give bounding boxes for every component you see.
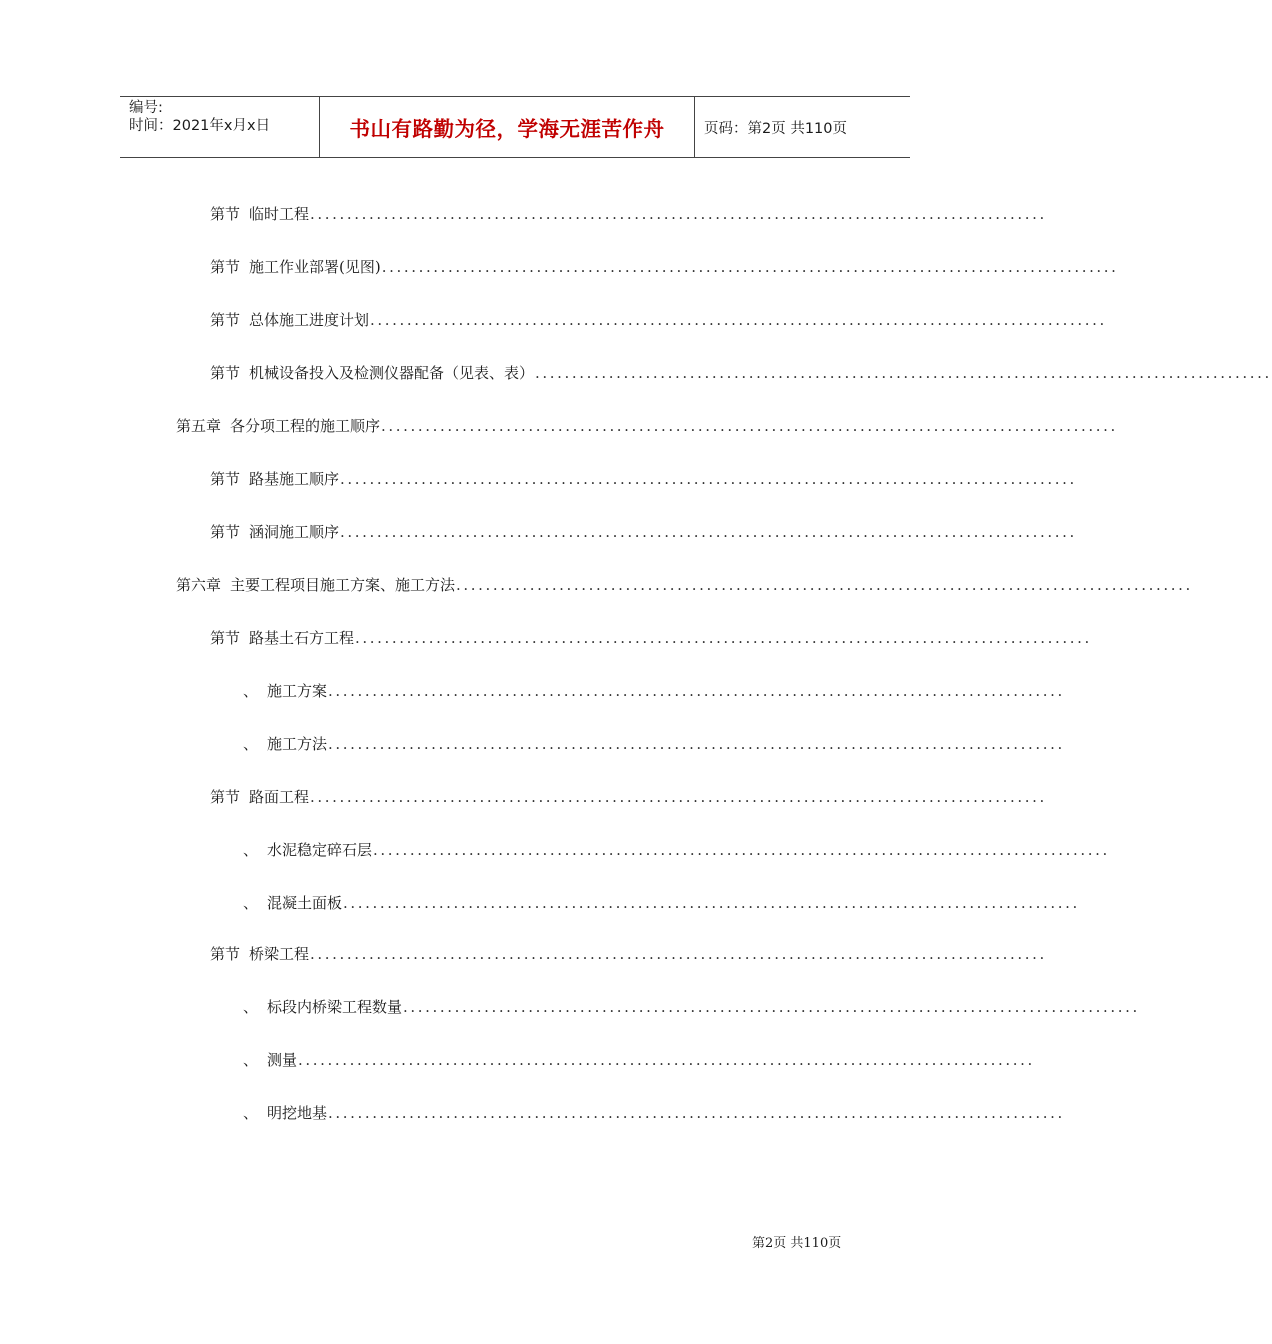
toc-leader-dots: .................................................................................................... [355,629,1092,647]
toc-entry-title: 主要工程项目施工方案、施工方法 [230,576,456,594]
toc-leader-dots: .................................................................................................... [370,311,1107,329]
toc-entry-number: 第节 [210,205,241,223]
toc-chapter[interactable] [176,574,1193,596]
toc-leader-dots: .................................................................................................... [340,470,1077,488]
toc-entry[interactable] [210,362,1272,384]
toc-entry-number: 、 [243,1104,259,1122]
toc-entry-title: 施工作业部署(见图) [249,258,381,276]
document-time: 时间：2021年x月x日 [129,118,271,134]
toc-leader-dots: .................................................................................................... [535,364,1272,382]
toc-subentry[interactable] [243,680,1065,702]
toc-entry[interactable] [210,256,1119,278]
toc-entry-title: 测量 [267,1051,298,1069]
toc-entry-title: 施工方法 [267,735,328,753]
toc-subentry[interactable] [243,996,1140,1018]
toc-entry[interactable] [210,943,1047,965]
toc-leader-dots: .................................................................................................... [373,841,1110,859]
toc-leader-dots: .................................................................................................... [310,205,1047,223]
toc-entry-number: 、 [243,894,259,912]
toc-entry-number: 、 [243,998,259,1016]
toc-entry[interactable] [210,627,1092,649]
toc-leader-dots: .................................................................................................... [381,417,1118,435]
toc-entry-title: 路基土石方工程 [249,629,355,647]
header-page-info: 页码：第2页 共110页 [704,120,848,137]
header-meta [120,97,320,157]
toc-entry[interactable] [210,309,1107,331]
page-header [120,96,910,158]
toc-leader-dots: .................................................................................................... [328,682,1065,700]
toc-entry-number: 第节 [210,788,241,806]
toc-entry[interactable] [210,468,1077,490]
toc-entry-title: 路面工程 [249,788,310,806]
toc-entry-title: 路基施工顺序 [249,470,340,488]
toc-entry-number: 第节 [210,629,241,647]
toc-entry[interactable] [210,203,1047,225]
toc-leader-dots: .................................................................................................... [298,1051,1035,1069]
document-number-label: 编号: [129,100,163,116]
toc-entry[interactable] [210,521,1077,543]
toc-entry-number: 第节 [210,470,241,488]
toc-subentry[interactable] [243,1049,1035,1071]
toc-entry-number: 、 [243,1051,259,1069]
toc-entry-title: 标段内桥梁工程数量 [267,998,403,1016]
toc-entry-title: 涵洞施工顺序 [249,523,340,541]
toc-entry-number: 第节 [210,364,241,382]
toc-leader-dots: .................................................................................................... [328,1104,1065,1122]
toc-entry-number: 、 [243,735,259,753]
toc-entry-title: 桥梁工程 [249,945,310,963]
toc-entry-number: 第节 [210,311,241,329]
toc-leader-dots: .................................................................................................... [310,945,1047,963]
toc-leader-dots: .................................................................................................... [310,788,1047,806]
toc-entry-number: 、 [243,841,259,859]
toc-entry[interactable] [210,786,1047,808]
toc-subentry[interactable] [243,892,1080,914]
toc-entry-title: 混凝土面板 [267,894,343,912]
toc-entry-title: 明挖地基 [267,1104,328,1122]
toc-leader-dots: .................................................................................................... [343,894,1080,912]
toc-leader-dots: .................................................................................................... [381,258,1119,276]
toc-entry-number: 第六章 [176,576,222,594]
toc-entry-number: 、 [243,682,259,700]
toc-entry-title: 施工方案 [267,682,328,700]
toc-leader-dots: .................................................................................................... [340,523,1077,541]
toc-entry-number: 第节 [210,258,241,276]
toc-entry-title: 机械设备投入及检测仪器配备（见表、表） [249,364,535,382]
toc-entry-title: 水泥稳定碎石层 [267,841,373,859]
toc-subentry[interactable] [243,733,1065,755]
toc-subentry[interactable] [243,1102,1065,1124]
toc-leader-dots: .................................................................................................... [328,735,1065,753]
toc-entry-number: 第节 [210,945,241,963]
toc-chapter[interactable] [176,415,1118,437]
toc-entry-title: 各分项工程的施工顺序 [230,417,381,435]
header-motto: 书山有路勤为径，学海无涯苦作舟 [320,97,695,157]
toc-entry-number: 第五章 [176,417,222,435]
page-footer: 第2页 共110页 [752,1236,842,1251]
toc-subentry[interactable] [243,839,1110,861]
toc-leader-dots: .................................................................................................... [403,998,1140,1016]
toc-entry-title: 总体施工进度计划 [249,311,370,329]
toc-leader-dots: .................................................................................................... [456,576,1193,594]
toc-entry-title: 临时工程 [249,205,310,223]
toc-entry-number: 第节 [210,523,241,541]
